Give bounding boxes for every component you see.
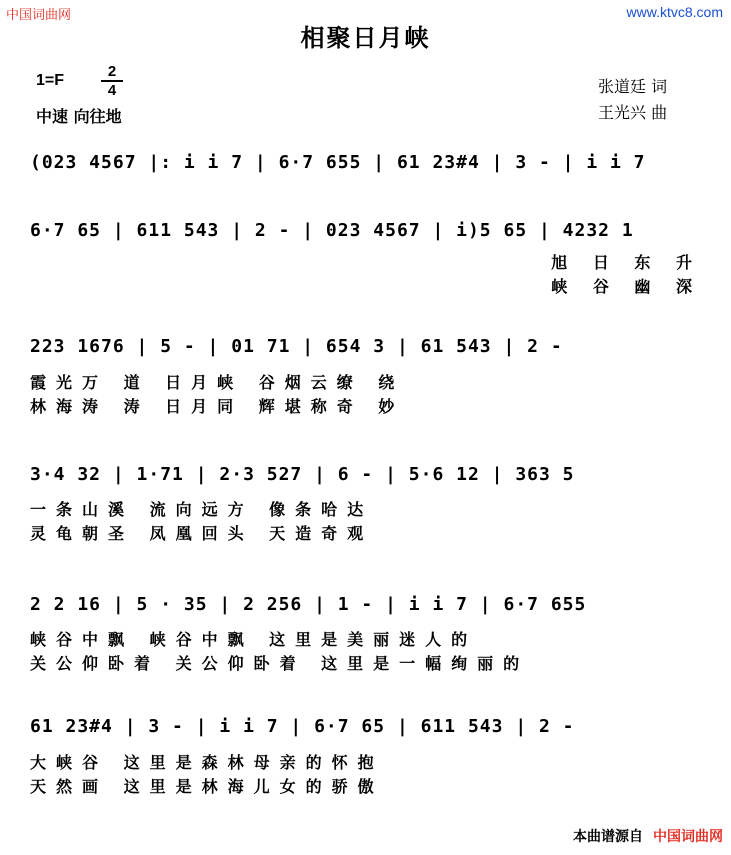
score-system-3 (30, 330, 702, 364)
footer-source (573, 826, 723, 846)
footer-site-link[interactable]: 中国词曲网 (653, 829, 723, 845)
score-system-6 (30, 710, 702, 744)
score-system-1 (30, 146, 702, 180)
lyric-line: 大峡谷 这里是森林母亲的怀抱 (30, 753, 384, 772)
time-sig-top: 2 (107, 63, 117, 80)
time-signature (101, 64, 123, 98)
lyric-line: 峡 谷 幽 深 (551, 277, 702, 296)
score-system-2 (30, 214, 702, 248)
lyric-line: 霞光万 道 日月峡 谷烟云缭 绕 (30, 373, 405, 392)
notation-line: 61 23#4 | 3 - | i i 7 | 6·7 65 | 611 543 | 2 - (30, 716, 575, 737)
notation-line: 223 1676 | 5 - | 01 71 | 654 3 | 61 543 | 2 - (30, 336, 563, 357)
notation-line: 2 2 16 | 5 · 35 | 2 256 | 1 - | i i 7 | 6·7 655 (30, 594, 587, 615)
watermark-left: 中国词曲网 (6, 8, 72, 23)
notation-line: (023 4567 |: i i 7 | 6·7 655 | 61 23#4 | 3 - | i i 7 (30, 152, 646, 173)
lyric-line: 灵龟朝圣 凤凰回头 天造奇观 (30, 524, 374, 543)
score-system-4 (30, 458, 702, 492)
key-signature: 1=F (36, 72, 65, 89)
song-title: 相聚日月峡 (300, 23, 431, 52)
watermark-right: www.ktvc8.com (626, 4, 723, 20)
time-sig-bottom: 4 (107, 82, 117, 99)
lyricist-credit: 张道廷 词 (598, 77, 668, 96)
score-system-5 (30, 588, 702, 622)
lyric-line: 天然画 这里是林海儿女的骄傲 (30, 777, 384, 796)
footer-source-text: 本曲谱源自 (573, 829, 643, 845)
tempo-marking: 中速 向往地 (36, 107, 122, 126)
lyric-line: 旭 日 东 升 (551, 253, 702, 272)
lyric-line: 林海涛 涛 日月同 辉堪称奇 妙 (30, 397, 405, 416)
lyric-line: 关公仰卧着 关公仰卧着 这里是一幅绚丽的 (30, 654, 530, 673)
notation-line: 6·7 65 | 611 543 | 2 - | 023 4567 | i)5 65 | 4232 1 (30, 220, 634, 241)
lyric-line: 一条山溪 流向远方 像条哈达 (30, 500, 374, 519)
notation-line: 3·4 32 | 1·71 | 2·3 527 | 6 - | 5·6 12 | 363 5 (30, 464, 575, 485)
composer-credit: 王光兴 曲 (598, 103, 668, 122)
lyric-line: 峡谷中飘 峡谷中飘 这里是美丽迷人的 (30, 630, 478, 649)
